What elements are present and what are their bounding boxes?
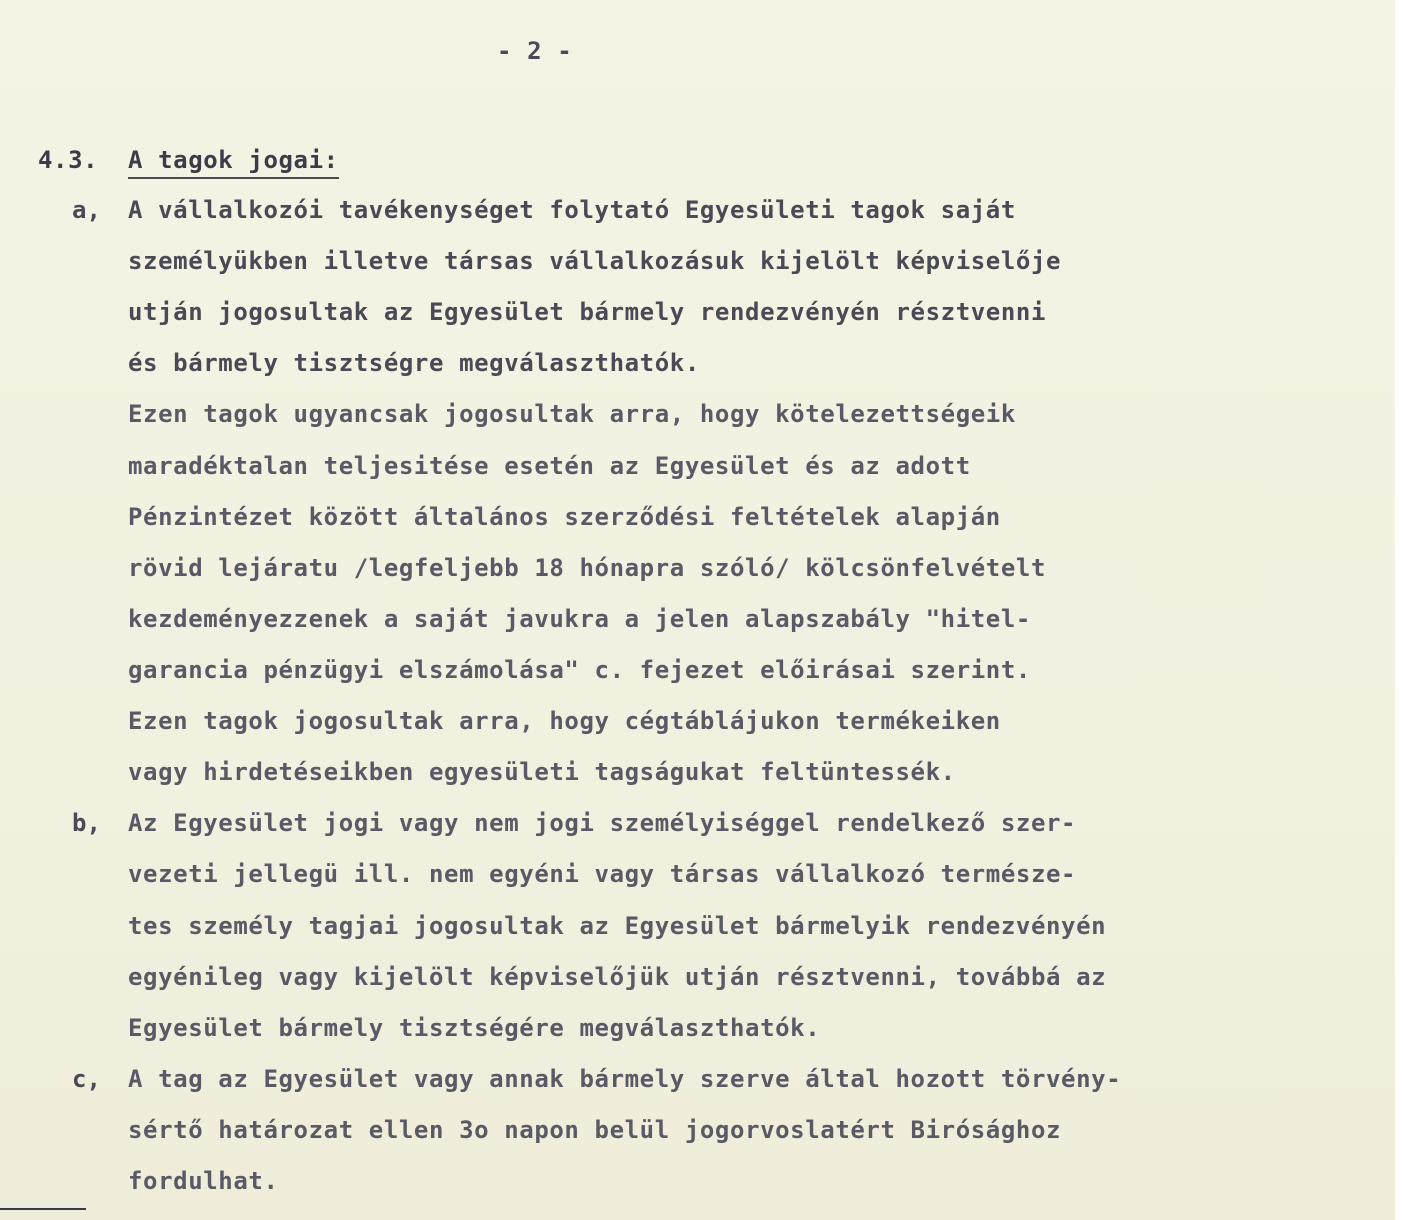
cut-off-underline xyxy=(0,1208,86,1210)
item-a-line-3: utján jogosultak az Egyesület bármely rendezvényén résztvenni xyxy=(128,298,1047,326)
item-c-line-2: sértő határozat ellen 3o napon belül jogorvoslatért Birósághoz xyxy=(128,1116,1062,1144)
scan-border xyxy=(1395,0,1403,1220)
item-a-line-1: A vállalkozói tavékenységet folytató Egyesületi tagok saját xyxy=(128,196,1016,224)
item-a-line-2: személyükben illetve társas vállalkozásuk kijelölt képviselője xyxy=(128,247,1062,275)
item-b-line-5: Egyesület bármely tisztségére megválaszthatók. xyxy=(128,1014,821,1042)
page-number: - 2 - xyxy=(497,37,573,65)
item-a-line-5: Ezen tagok ugyancsak jogosultak arra, hogy kötelezettségeik xyxy=(128,400,1016,428)
item-a-line-8: rövid lejáratu /legfeljebb 18 hónapra szóló/ kölcsönfelvételt xyxy=(128,554,1047,582)
item-b-line-2: vezeti jellegü ill. nem egyéni vagy társas vállalkozó természe- xyxy=(128,860,1077,888)
section-title: A tagok jogai: xyxy=(128,145,339,179)
item-a-line-12: vagy hirdetéseikben egyesületi tagságukat feltüntessék. xyxy=(128,758,956,786)
item-a-line-9: kezdeményezzenek a saját javukra a jelen alapszabály "hitel- xyxy=(128,605,1031,633)
item-b-line-1: Az Egyesület jogi vagy nem jogi személyiséggel rendelkező szer- xyxy=(128,809,1077,837)
item-a-line-4: és bármely tisztségre megválaszthatók. xyxy=(128,349,700,377)
item-a-marker: a, xyxy=(72,196,101,224)
item-a-line-7: Pénzintézet között általános szerződési feltételek alapján xyxy=(128,503,1001,531)
item-a-line-11: Ezen tagok jogosultak arra, hogy cégtáblájukon termékeiken xyxy=(128,707,1001,735)
item-c-line-1: A tag az Egyesület vagy annak bármely szerve által hozott törvény- xyxy=(128,1065,1122,1093)
item-a-line-6: maradéktalan teljesitése esetén az Egyesület és az adott xyxy=(128,452,971,480)
item-a-line-10: garancia pénzügyi elszámolása" c. fejezet előirásai szerint. xyxy=(128,656,1031,684)
item-c-line-3: fordulhat. xyxy=(128,1167,279,1195)
item-b-line-3: tes személy tagjai jogosultak az Egyesület bármelyik rendezvényén xyxy=(128,912,1107,940)
item-b-line-4: egyénileg vagy kijelölt képviselőjük utján résztvenni, továbbá az xyxy=(128,963,1107,991)
section-number: 4.3. xyxy=(38,146,99,174)
item-c-marker: c, xyxy=(72,1065,101,1093)
item-b-marker: b, xyxy=(72,809,101,837)
